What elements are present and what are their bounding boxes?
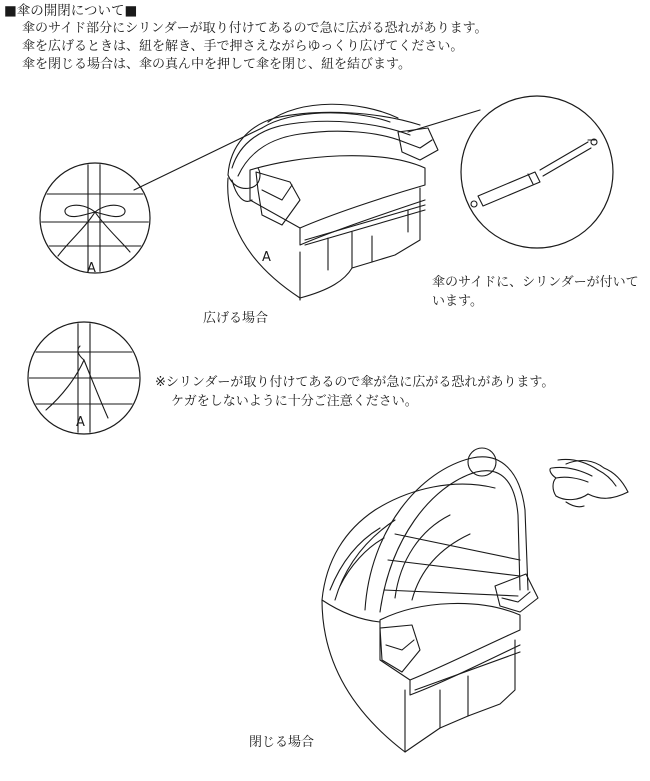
warning-line-2: ケガをしないように十分ご注意ください。: [171, 394, 418, 409]
instruction-line-2: 傘を広げるときは、紐を解き、手で押さえながらゆっくり広げてください。: [22, 39, 464, 54]
marker-a-1: A: [87, 261, 96, 276]
open-caption: 広げる場合: [203, 311, 269, 326]
loose-string-detail: [20, 318, 150, 440]
chair-closing-illustration: [322, 448, 538, 752]
instruction-line-3: 傘を閉じる場合は、傘の真ん中を押して傘を閉じ、紐を結びます。: [22, 57, 411, 72]
instruction-line-1: 傘のサイド部分にシリンダーが取り付けてあるので急に広がる恐れがあります。: [22, 21, 488, 36]
section-title: ■傘の開閉について■: [4, 3, 138, 19]
marker-a-2: A: [262, 250, 271, 265]
warning-line-1: ※シリンダーが取り付けてあるので傘が急に広がる恐れがあります。: [155, 375, 555, 390]
hand-icon: [550, 459, 628, 506]
close-caption: 閉じる場合: [249, 735, 315, 750]
leader-line-2: [408, 110, 480, 132]
cylinder-detail: [461, 96, 613, 248]
cylinder-note: 傘のサイドに、シリンダーが付いています。: [432, 275, 639, 309]
marker-a-3: A: [76, 415, 85, 430]
chair-open-illustration: [228, 104, 438, 300]
